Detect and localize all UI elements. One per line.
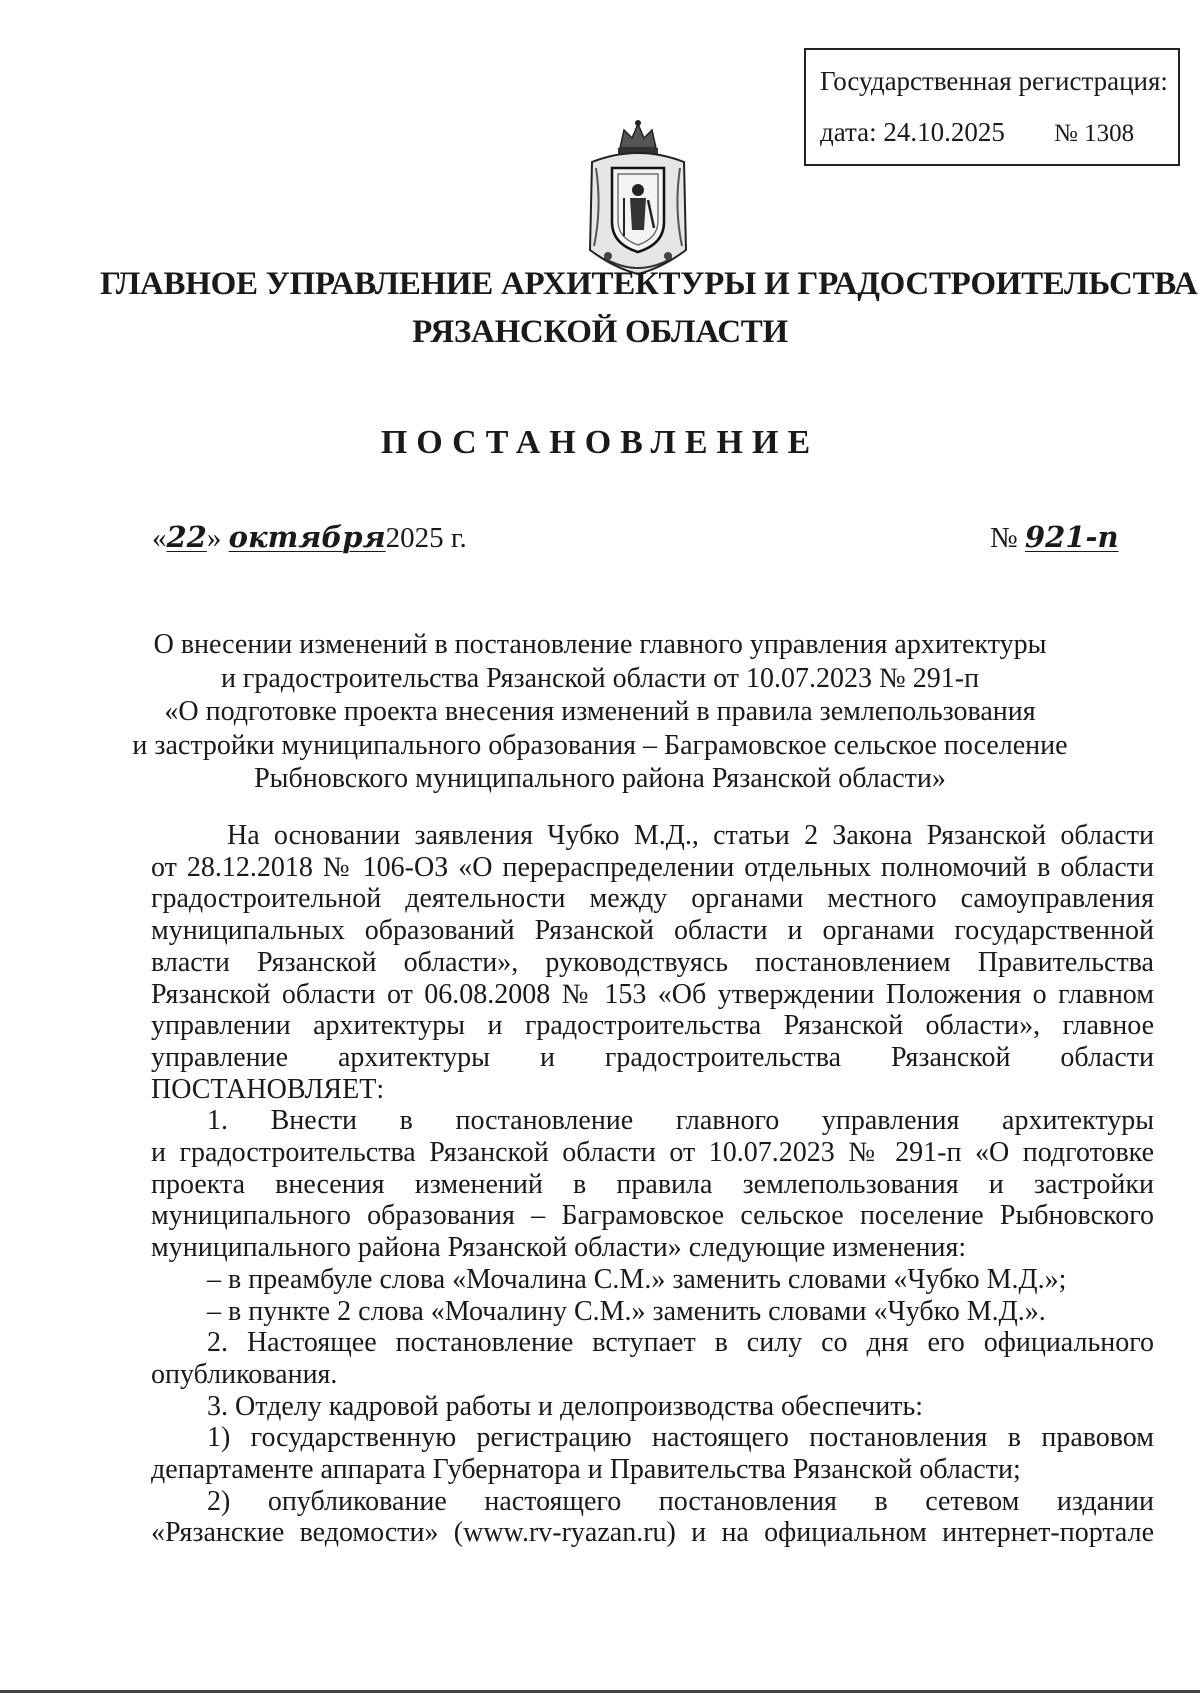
date-day-handwritten: 22 (166, 520, 207, 554)
document-body (151, 820, 1154, 1549)
date-year: 2025 г. (385, 522, 467, 554)
subject-line: и градостроительства Рязанской области от 10.07.2023 № 291-п (220, 662, 980, 694)
organization-name-line2: РЯЗАНСКОЙ ОБЛАСТИ (412, 314, 788, 350)
preamble-line: На основании заявления Чубко М.Д., статьи 2 Закона Рязанской области (227, 820, 1154, 851)
document-type: ПОСТАНОВЛЕНИЕ (380, 424, 820, 461)
date-open-quote: « (152, 522, 167, 554)
registration-number: № 1308 (1054, 120, 1135, 147)
document-date (152, 520, 467, 555)
resolves-heading: ПОСТАНОВЛЯЕТ: (151, 1073, 385, 1105)
subitem-1-line: 1) государственную регистрацию настоящего постановления в правовом (207, 1422, 1154, 1454)
subject-line: и застройки муниципального образования – Баграмовское сельское поселение (132, 729, 1068, 761)
registration-stamp (804, 48, 1180, 166)
subject-line: «О подготовке проекта внесения изменений в правила землепользования (164, 696, 1036, 727)
preamble-line: управление архитектуры и градостроительства Рязанской области (151, 1041, 1154, 1073)
registration-title: Государственная регистрация: (820, 66, 1168, 96)
number-handwritten: 921-п (1024, 520, 1119, 554)
preamble-line: муниципальных образований Рязанской области и органами государственной (151, 915, 1154, 947)
subitem-1-line: департаменте аппарата Губернатора и Правительства Рязанской области; (151, 1454, 1021, 1486)
item-1-line: и градостроительства Рязанской области от 10.07.2023 № 291-п «О подготовке (151, 1137, 1154, 1169)
preamble-line: власти Рязанской области», руководствуясь постановлением Правительства (151, 946, 1154, 978)
preamble-line: градостроительной деятельности между органами местного самоуправления (151, 883, 1154, 915)
coat-of-arms-icon (582, 118, 694, 278)
document-subject (100, 628, 1100, 796)
preamble-line: от 28.12.2018 № 106-ОЗ «О перераспределении отдельных полномочий в области (151, 851, 1154, 883)
subitem-2-line: «Рязанские ведомости» (www.rv-ryazan.ru) и на официальном интернет-портале (151, 1517, 1154, 1549)
item-2-line: 2. Настоящее постановление вступает в силу со дня его официального (207, 1327, 1154, 1359)
subitem-2-line: 2) опубликование настоящего постановления в сетевом издании (207, 1485, 1154, 1517)
subject-line: Рыбновского муниципального района Рязанской области» (254, 763, 946, 794)
item-2-line: опубликования. (151, 1358, 338, 1390)
item-1-line: муниципального образования – Баграмовское сельское поселение Рыбновского (151, 1200, 1154, 1232)
item-3-line: 3. Отделу кадровой работы и делопроизводства обеспечить: (207, 1390, 924, 1422)
subject-line: О внесении изменений в постановление главного управления архитектуры (153, 629, 1047, 660)
preamble-line: Рязанской области от 06.08.2008 № 153 «Об утверждении Положения о главном (151, 978, 1154, 1010)
item-1-line: проекта внесения изменений в правила землепользования и застройки (151, 1168, 1154, 1200)
registration-date: дата: 24.10.2025 (820, 117, 1005, 147)
number-label: № (990, 522, 1018, 554)
change-line: – в преамбуле слова «Мочалина С.М.» заменить словами «Чубко М.Д.»; (207, 1263, 1067, 1295)
organization-name-line1: ГЛАВНОЕ УПРАВЛЕНИЕ АРХИТЕКТУРЫ И ГРАДОСТРОИТЕЛЬСТВА (100, 266, 1198, 302)
page-bottom-edge (0, 1690, 1200, 1693)
change-line: – в пункте 2 слова «Мочалину С.М.» заменить словами «Чубко М.Д.». (207, 1295, 1046, 1327)
preamble-line: управлении архитектуры и градостроительства Рязанской области», главное (151, 1010, 1154, 1042)
item-1-line: 1. Внести в постановление главного управления архитектуры (207, 1105, 1154, 1137)
date-month-handwritten: октября (228, 520, 386, 554)
item-1-line: муниципального района Рязанской области» следующие изменения: (151, 1232, 967, 1264)
date-close-quote: » (206, 522, 222, 554)
document-number (990, 520, 1119, 555)
